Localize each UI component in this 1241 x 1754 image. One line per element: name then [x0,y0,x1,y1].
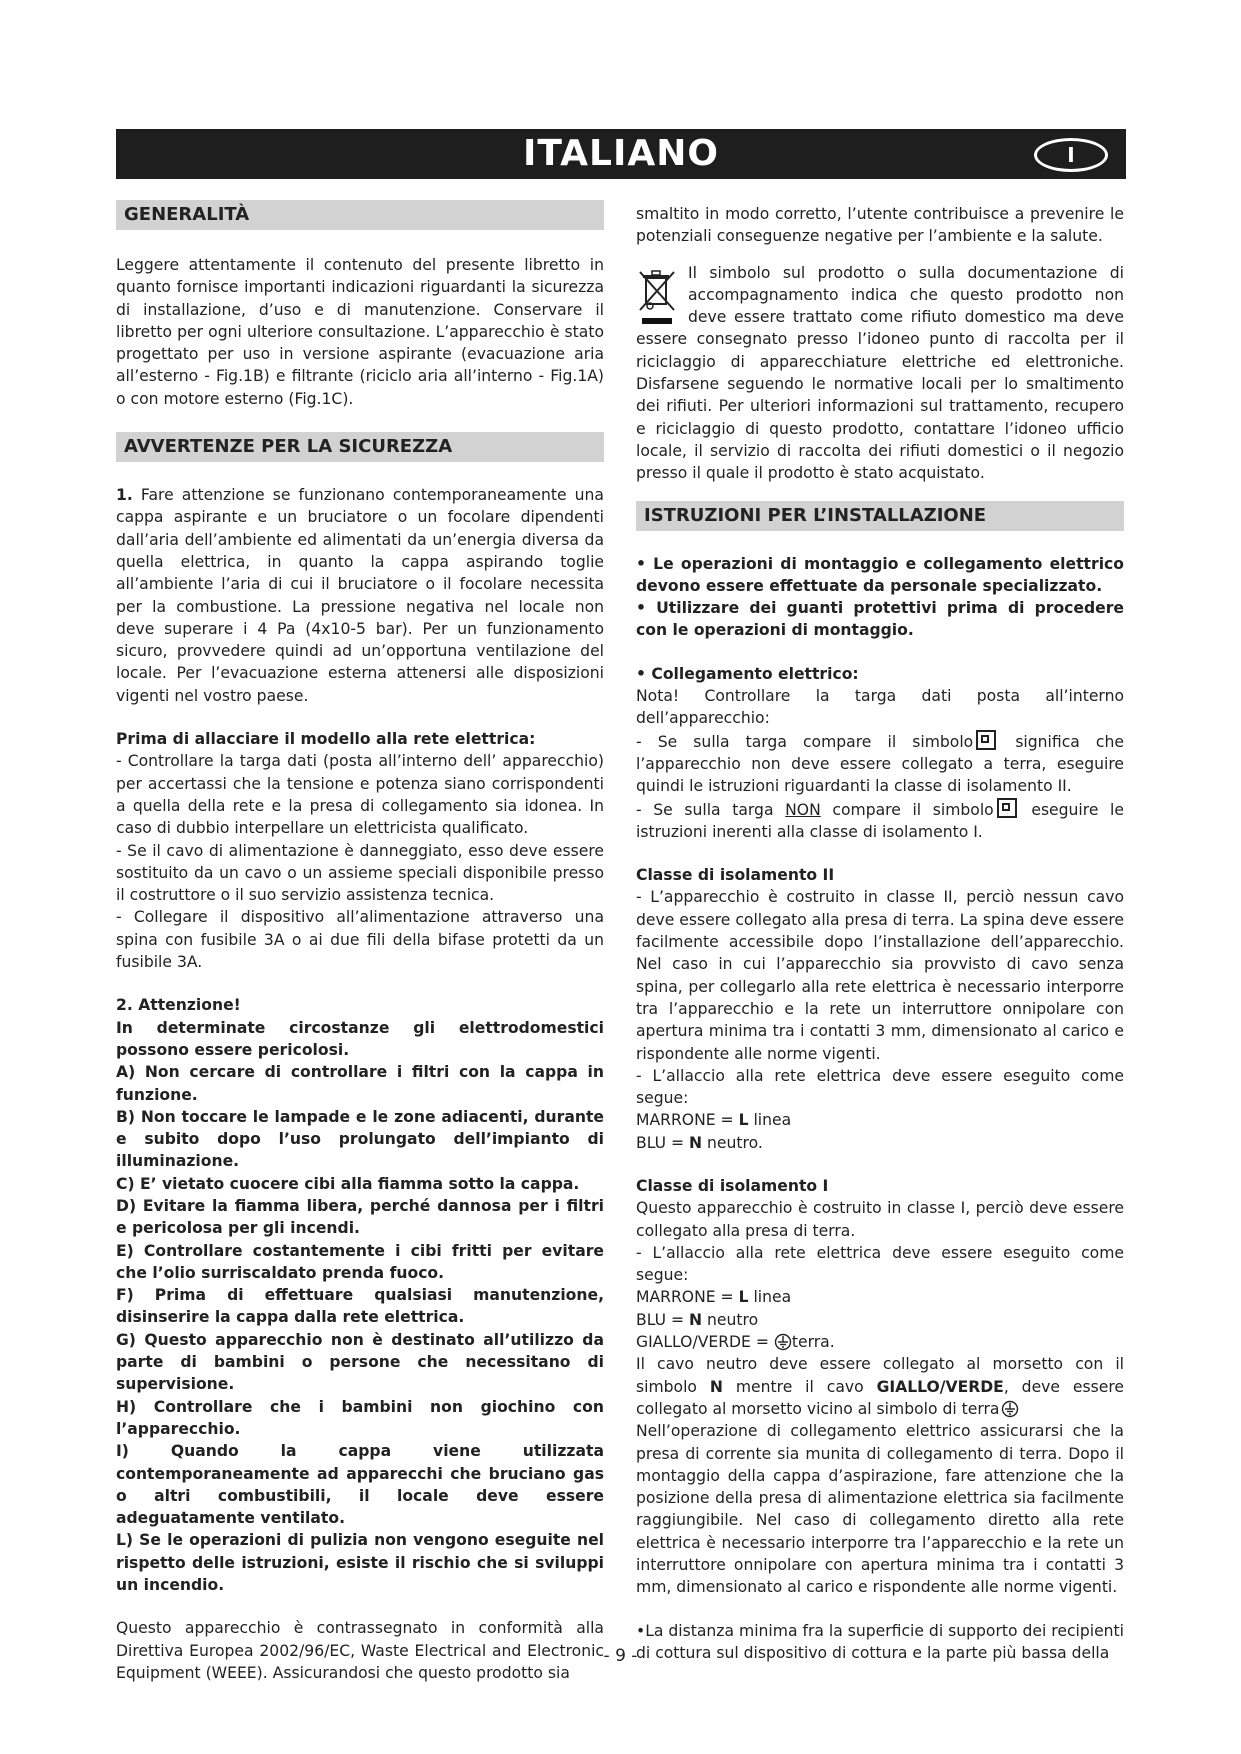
marrone-label: MARRONE = [636,1111,739,1130]
weee-symbol-text: Il simbolo sul prodotto o sulla documentazione di accompagnamento indica che questo prodotto non deve essere trattato come rifiuto domestico ma deve essere consegnato presso l’idoneo punto di raccolta per il riciclaggio di apparecchiature elettriche ed elettroniche. Disfarsene seguendo le normative locali per lo smaltimento dei rifiuti. Per ulteriori informazioni sul trattamento, recupero e riciclaggio di questo prodotto, contattare l’idoneo ufficio locale, il servizio di raccolta dei rifiuti domestici o il negozio presso il quale il prodotto è stato acquistato. [636,263,1124,483]
cavo-text-b: mentre il cavo [722,1377,877,1396]
classe-2-text: - L’apparecchio è costruito in classe II, perciò nessun cavo deve essere collegato alla presa di terra. La spina deve essere facilmente accessibile dopo l’installazione dell’apparecchio. Nel caso in cui l’apparecchio sia provvisto di cavo senza spina, per collegarlo alla rete elettrica è necessario interporre tra l’apparecchio e la rete un interruttore onnipolare con apertura minima tra i contatti 3 mm, dimensionato al carico e rispondente alle norme vigenti. [636,888,1124,1063]
targa-class-1-text [636,798,1124,844]
classe-1-text: Questo apparecchio è costruito in classe I, perciò deve essere collegato alla presa di terra. [636,1199,1124,1240]
page-number: - 9 - [603,1646,638,1666]
earth-ground-icon [774,1333,792,1351]
right-column [636,203,1124,1664]
nota-text: Nota! Controllare la targa dati posta all’interno dell’apparecchio: [636,687,1124,728]
double-insulation-icon [997,798,1017,818]
allaccio-text-2: - L’allaccio alla rete elettrica deve essere eseguito come segue: [636,1243,1124,1285]
item-1-paragraph [116,484,604,707]
classe-1-title: Classe di isolamento I [636,1176,829,1195]
giallo-desc: terra. [791,1333,835,1352]
marrone-desc: linea [748,1288,792,1307]
targa-text-d: compare il simbolo [832,800,994,819]
item-1-number: 1. [116,486,133,505]
allaccio-text: - L’allaccio alla rete elettrica deve essere eseguito come segue: [636,1066,1124,1108]
double-insulation-icon [976,730,996,750]
attenzione-item-a: A) Non cercare di controllare i filtri con la cappa in funzione. [116,1063,604,1104]
section-title-istruzioni: ISTRUZIONI PER L’INSTALLAZIONE [636,501,1124,531]
attenzione-item-c: C) E’ vietato cuocere cibi alla fiamma sotto la cappa. [116,1174,580,1193]
language-banner [116,129,1126,179]
item-1-text: Fare attenzione se funzionano contemporaneamente una cappa aspirante e un bruciatore o un focolare dipendenti dall’aria dell’ambiente ed alimentati da un’energia diversa da quella elettrica, in quanto la cappa aspirando toglie all’ambiente l’aria di cui il bruciatore o il focolare necessita per la combustione. La pressione negativa nel locale non deve superare i 4 Pa (4x10-5 bar). Per un funzionamento sicuro, provvedere quindi ad un’opportuna ventilazione del locale. Per l’evacuazione esterna attenersi alle disposizioni vigenti nel vostro paese. [116,486,604,705]
banner-title: ITALIANO [523,133,719,174]
weee-intro: Questo apparecchio è contrassegnato in conformità alla Direttiva Europea 2002/96/EC, Waste Electrical and Electronic Equipment (WEEE). Assicurandosi che questo prodotto sia [116,1619,604,1682]
blu-line [636,1132,1124,1154]
blu-desc: neutro. [702,1133,763,1152]
blu-n: N [689,1133,703,1152]
earth-ground-icon [1001,1400,1019,1418]
blu-line-2 [636,1309,1124,1331]
cavo-text-c: , deve essere collegato al morsetto vicino al simbolo di terra [636,1377,1124,1418]
marrone-label: MARRONE = [636,1288,739,1307]
attenzione-item-h: H) Controllare che i bambini non giochino con l’apparecchio. [116,1397,604,1438]
targa-text-c: - Se sulla targa [636,800,774,819]
install-bullet-1: • Le operazioni di montaggio e collegamento elettrico devono essere effettuate da personale specializzato. [636,554,1124,595]
attenzione-item-b: B) Non toccare le lampade e le zone adiacenti, durante e subito dopo l’uso prolungato dell’impianto di illuminazione. [116,1107,604,1171]
marrone-l: L [738,1288,749,1307]
prima-item-3: - Collegare il dispositivo all’alimentazione attraverso una spina con fusibile 3A o ai due fili della bifase protetti da un fusibile 3A. [116,908,604,972]
targa-text-e: eseguire le istruzioni inerenti alla classe di isolamento I. [636,800,1124,841]
giallo-label: GIALLO/VERDE = [636,1333,774,1352]
blu-label: BLU = [636,1310,690,1329]
attenzione-intro: In determinate circostanze gli elettrodomestici possono essere pericolosi. [116,1018,604,1059]
collegamento-notes: Nell’operazione di collegamento elettrico assicurarsi che la presa di corrente sia munita di collegamento di terra. Dopo il montaggio della cappa d’aspirazione, fare attenzione che la posizione della presa di alimentazione elettrica sia facilmente raggiungibile. Nel caso di collegamento diretto alla rete elettrica è necessario interporre tra l’apparecchio e la rete un interruttore onnipolare con apertura minima tra i contatti 3 mm, dimensionato al carico e rispondente alle norme vigenti. [636,1422,1124,1597]
attenzione-item-i: I) Quando la cappa viene utilizzata contemporaneamente ad apparecchi che bruciano gas o altri combustibili, il locale deve essere adeguatamente ventilato. [116,1442,604,1528]
attenzione-item-f: F) Prima di effettuare qualsiasi manutenzione, disinserire la cappa dalla rete elettrica. [116,1286,604,1327]
install-bullet-2: • Utilizzare dei guanti protettivi prima di procedere con le operazioni di montaggio. [636,599,1124,640]
distanza-text: •La distanza minima fra la superficie di supporto dei recipienti di cottura sul dispositivo di cottura e la parte più bassa della [636,1621,1124,1662]
targa-class-2-text [636,730,1124,798]
collegamento-title: • Collegamento elettrico: [636,664,859,683]
non-emphasis: NON [785,800,821,819]
cavo-n: N [709,1377,723,1396]
blu-desc: neutro [702,1310,759,1329]
blu-label: BLU = [636,1133,690,1152]
language-code-badge: I [1034,138,1108,172]
marrone-line-2 [636,1286,1124,1308]
marrone-l: L [738,1111,749,1130]
marrone-desc: linea [748,1111,792,1130]
attenzione-item-e: E) Controllare costantemente i cibi fritti per evitare che l’olio surriscaldato prenda fuoco. [116,1241,604,1282]
left-column [116,200,604,1684]
weee-symbol-paragraph [636,262,1124,485]
attenzione-item-g: G) Questo apparecchio non è destinato all’utilizzo da parte di bambini o persone che necessitano di supervisione. [116,1330,604,1394]
targa-text-b: significa che l’apparecchio non deve essere collegato a terra, eseguire quindi le istruzioni riguardanti la classe di isolamento II. [636,732,1124,796]
blu-n: N [689,1310,703,1329]
attenzione-title: 2. Attenzione! [116,996,241,1015]
attenzione-item-d: D) Evitare la fiamma libera, perché dannosa per i filtri e pericolosa per gli incendi. [116,1196,604,1238]
prima-item-1: - Controllare la targa dati (posta all’interno dell’ apparecchio) per accertassi che la tensione e potenza siano corrispondenti a quella della rete e la presa di collegamento sia idonea. In caso di dubbio interpellare un elettricista qualificato. [116,752,604,838]
generalita-text: Leggere attentamente il contenuto del presente libretto in quanto fornisce importanti indicazioni riguardanti la sicurezza di installazione, d’uso e di manutenzione. Conservare il libretto per ogni ulteriore consultazione. L’apparecchio è stato progettato per uso in versione aspirante (evacuazione aria all’esterno - Fig.1B) e filtrante (riciclo aria all’interno - Fig.1A) o con motore esterno (Fig.1C). [116,256,604,408]
marrone-line [636,1109,1124,1131]
cavo-giallo-verde: GIALLO/VERDE [876,1377,1004,1396]
prima-item-2: - Se il cavo di alimentazione è danneggiato, esso deve essere sostituito da un cavo o un assieme speciali disponibile presso il costruttore o il suo servizio assistenza tecnica. [116,841,604,905]
cavo-neutro-text [636,1353,1124,1420]
weee-continuation: smaltito in modo corretto, l’utente contribuisce a prevenire le potenziali conseguenze negative per l’ambiente e la salute. [636,205,1124,246]
prima-title: Prima di allacciare il modello alla rete elettrica: [116,730,536,749]
crossed-bin-icon [636,266,680,328]
giallo-verde-line [636,1331,1124,1353]
targa-text-a: - Se sulla targa compare il simbolo [636,732,974,751]
attenzione-item-l: L) Se le operazioni di pulizia non vengono eseguite nel rispetto delle istruzioni, esiste il rischio che si sviluppi un incendio. [116,1531,604,1595]
section-title-generalita: GENERALITÀ [116,200,604,230]
classe-2-title: Classe di isolamento II [636,866,835,885]
section-title-avvertenze: AVVERTENZE PER LA SICUREZZA [116,432,604,462]
cavo-text-a: Il cavo neutro deve essere collegato al morsetto con il simbolo [636,1355,1124,1396]
